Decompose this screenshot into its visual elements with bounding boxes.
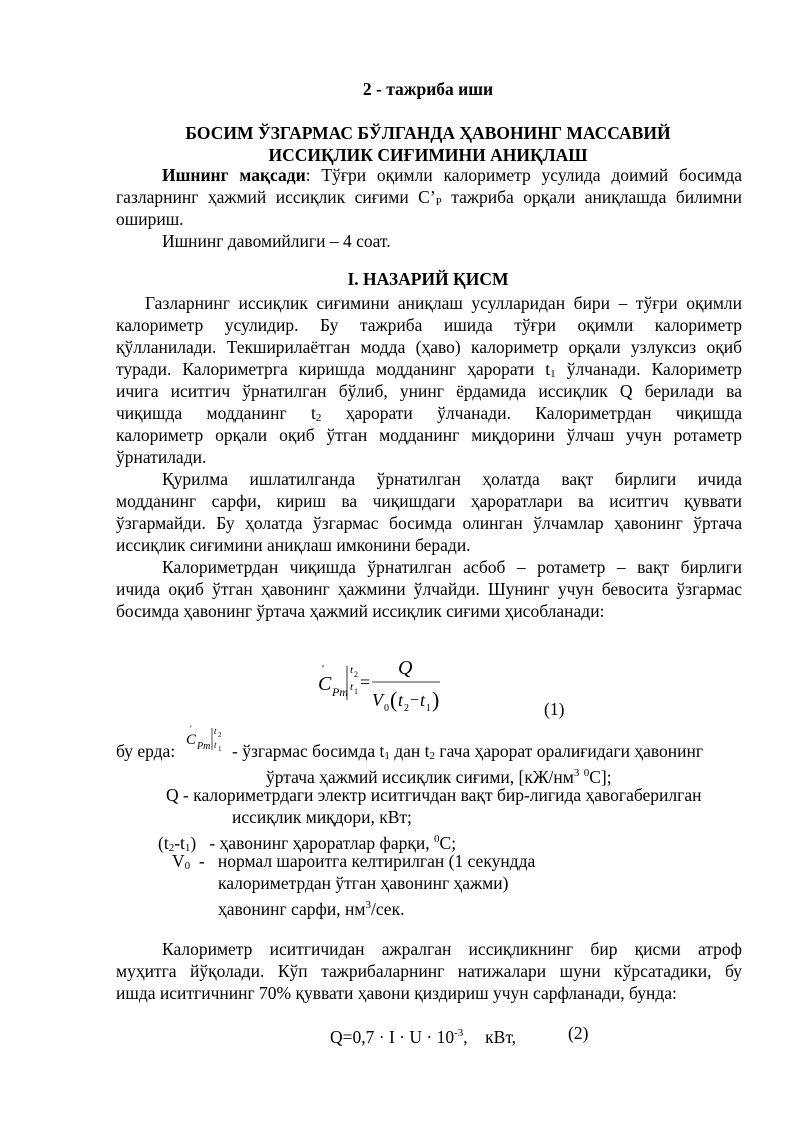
legend-item-4-l3-sup: 3 — [365, 899, 371, 911]
formula-1-den-t2: t — [398, 690, 404, 710]
goal-line-2-pre: газларнинг ҳажмий иссиқлик сиғими С’ — [116, 187, 436, 207]
goal-line-1 — [162, 164, 742, 186]
para1-line-4-pre: туради. Калориметрга киришда модданинг ҳарорати t — [116, 359, 551, 379]
para1-line-6-post: ҳарорати ўлчанади. Калориметрдан чиқишда — [321, 403, 742, 423]
goal-label: Ишнинг мақсади — [162, 165, 306, 185]
formula-1-lim-top-sub: 2 — [354, 670, 358, 679]
para1-line-4-sub: 1 — [550, 368, 556, 380]
para1-line-8: ўрнатилади. — [116, 447, 207, 467]
para2-line-1: Қурилма ишлатилганда ўрнатилган ҳолатда вақт бирлиги ичида — [162, 469, 742, 489]
formula-1-lim-top: t — [350, 664, 354, 676]
legend-item-3-pre: (t — [158, 833, 169, 853]
goal-line-1-text: : Тўғри оқимли калориметр усулида доимий босимда — [305, 165, 742, 185]
formula-2-unit: , кВт, — [463, 1027, 517, 1047]
formula-1-lim-bot: t — [350, 681, 354, 693]
para3-line-2: ичида оқиб ўтган ҳавонинг ҳажмини ўлчайди. Шунинг учун бевосита ўзгармас — [116, 579, 742, 599]
legend-cpm-c: C — [186, 732, 197, 748]
legend-item-4-sub: 0 — [184, 860, 191, 872]
legend-item-4-line-2: калориметрдан ўтган ҳавонинг ҳажми) — [218, 873, 509, 893]
para1-line-6-sub: 2 — [315, 412, 322, 424]
formula-1-den-t1-sub: 1 — [426, 703, 431, 714]
legend-item-4-line-3 — [218, 894, 404, 920]
legend-item-2-line-1: Q - калориметрдаги электр иситгичдан вақт бир-лигида ҳавогаберилган — [166, 785, 702, 805]
legend-item-3-end: С; — [439, 833, 457, 853]
legend-symbol-cpm — [184, 722, 232, 756]
legend-item-1-l2-pre: ўртача ҳажмий иссиқлик сиғими, [кЖ/нм — [266, 767, 574, 787]
para2-line-2: модданинг сарфи, кириш ва чиқишдаги ҳароратлари ва иситгич қуввати — [116, 491, 742, 511]
formula-1-den-close: ) — [432, 687, 440, 712]
formula-2 — [330, 1022, 516, 1048]
legend-item-3-post: ) - ҳавонинг ҳароратлар фарқи, — [190, 833, 435, 853]
para2-line-3: ўзгармайди. Бу ҳолатда ўзгармас босимда олинган ўлчамлар ҳавонинг ўртача — [116, 513, 742, 533]
para1-line-2: калориметр усулидир. Бу тажриба ишида тўғри оқимли калориметр — [116, 315, 742, 335]
legend-item-3-mid: -t — [174, 833, 185, 853]
title-line-2: ИССИҚЛИК СИҒИМИНИ АНИҚЛАШ — [268, 145, 588, 165]
para4-line-2: муҳитга йўқолади. Кўп тажрибаларнинг натижалари шуни кўрсатадики, бу — [116, 961, 742, 981]
formula-1-numerator: Q — [398, 657, 413, 679]
goal-line-2 — [116, 186, 742, 213]
legend-item-1-sub2: 2 — [429, 750, 436, 762]
formula-1-den-t1: t — [420, 690, 426, 710]
legend-cpm-bot-sub: 1 — [218, 745, 222, 753]
formula-1 — [314, 650, 454, 720]
legend-item-2-line-2: иссиқлик миқдори, кВт; — [232, 807, 412, 827]
legend-item-4-l3-pre: ҳавонинг сарфи, нм — [218, 899, 366, 919]
lab-number: 2 - тажриба иши — [362, 79, 494, 99]
legend-item-4-text: - нормал шароитга келтирилган (1 секундда — [190, 851, 536, 871]
para1-line-7: калориметр орқали оқиб ўтган модданинг миқдорини ўлчаш учун ротаметр — [116, 425, 742, 445]
goal-line-2-sub: Р — [435, 196, 442, 208]
para1-line-1: Газларнинг иссиқлик сиғимини аниқлаш усулларидан бири – тўғри оқимли — [145, 293, 742, 313]
para1-line-4-post: ўлчанади. Калориметр — [555, 359, 742, 379]
para3-line-3: босимда ҳавонинг ўртача ҳажмий иссиқлик сиғими ҳисобланади: — [116, 601, 605, 621]
formula-2-text: Q=0,7 · I · U · 10 — [330, 1027, 455, 1047]
para1-line-3: қўлланилади. Текширилаётган модда (ҳаво) калориметр орқали узлуксиз оқиб — [116, 337, 742, 357]
goal-line-3: ошириш. — [116, 209, 184, 229]
legend-item-3-sub1: 2 — [168, 842, 175, 854]
formula-1-prime: ′ — [322, 664, 325, 675]
formula-2-sup: -3 — [454, 1027, 464, 1039]
legend-item-1-post: гача ҳарорат оралиғидаги ҳавонинг — [435, 741, 704, 761]
para2-line-4: иссиқлик сиғимини аниқлаш имконини беради. — [116, 535, 471, 555]
legend-item-1-l2-post: С]; — [589, 767, 612, 787]
legend-where: бу ерда: — [116, 741, 176, 761]
legend-cpm-top: t — [214, 726, 217, 736]
formula-1-den-t2-sub: 2 — [404, 703, 409, 714]
legend-item-3-sub2: 1 — [184, 842, 191, 854]
legend-cpm-sub: Pm — [197, 741, 211, 752]
formula-1-number: (1) — [544, 699, 565, 719]
legend-cpm-top-sub: 2 — [218, 731, 222, 739]
legend-item-1-l2-sup2: 0 — [583, 767, 590, 779]
legend-item-3-sup: 0 — [434, 833, 440, 845]
formula-1-den-open: ( — [390, 687, 398, 712]
formula-1-lim-bot-sub: 1 — [354, 687, 358, 696]
legend-item-4-sym: V — [172, 851, 185, 871]
goal-line-2-post: тажриба орқали аниқлашда билимни — [441, 187, 742, 207]
formula-1-lhs: C — [318, 673, 332, 695]
para4-line-1: Калориметр иситгичидан ажралган иссиқликнинг бир қисми атроф — [162, 939, 742, 959]
para4-line-3: ишда иситгичнинг 70% қуввати ҳавони қиздириш учун сарфланади, бунда: — [116, 983, 677, 1003]
formula-1-lhs-sub: Pm — [332, 685, 348, 699]
title-line-1: БОСИМ ЎЗГАРМАС БЎЛГАНДА ҲАВОНИНГ МАССАВИЙ — [185, 123, 671, 143]
para3-line-1: Калориметрдан чиқишда ўрнатилган асбоб – ротаметр – вақт бирлиги — [162, 557, 742, 577]
para1-line-5: ичига иситгич ўрнатилган бўлиб, унинг ёрдамида иссиқлик Q берилади ва — [116, 381, 742, 401]
legend-cpm-bot: t — [214, 740, 217, 750]
section-1-title: I. НАЗАРИЙ ҚИСМ — [347, 269, 509, 289]
formula-1-eq: = — [360, 672, 371, 692]
legend-item-1-pre: - ўзгармас босимда t — [232, 741, 385, 761]
formula-1-den-v: V — [372, 690, 383, 710]
legend-item-4-l3-post: /сек. — [370, 899, 405, 919]
formula-1-den-v-sub: 0 — [384, 703, 389, 714]
legend-item-1-l2-sup1: 3 — [573, 767, 580, 779]
legend-cpm-prime: ′ — [190, 724, 192, 734]
formula-1-den-minus: − — [410, 692, 420, 709]
legend-item-1-mid: дан t — [389, 741, 430, 761]
duration: Ишнинг давомийлиги – 4 соат. — [162, 231, 391, 251]
legend-item-1-sub1: 1 — [384, 750, 390, 762]
para1-line-6-pre: чиқишда модданинг t — [116, 403, 316, 423]
formula-2-number: (2) — [568, 1023, 589, 1043]
